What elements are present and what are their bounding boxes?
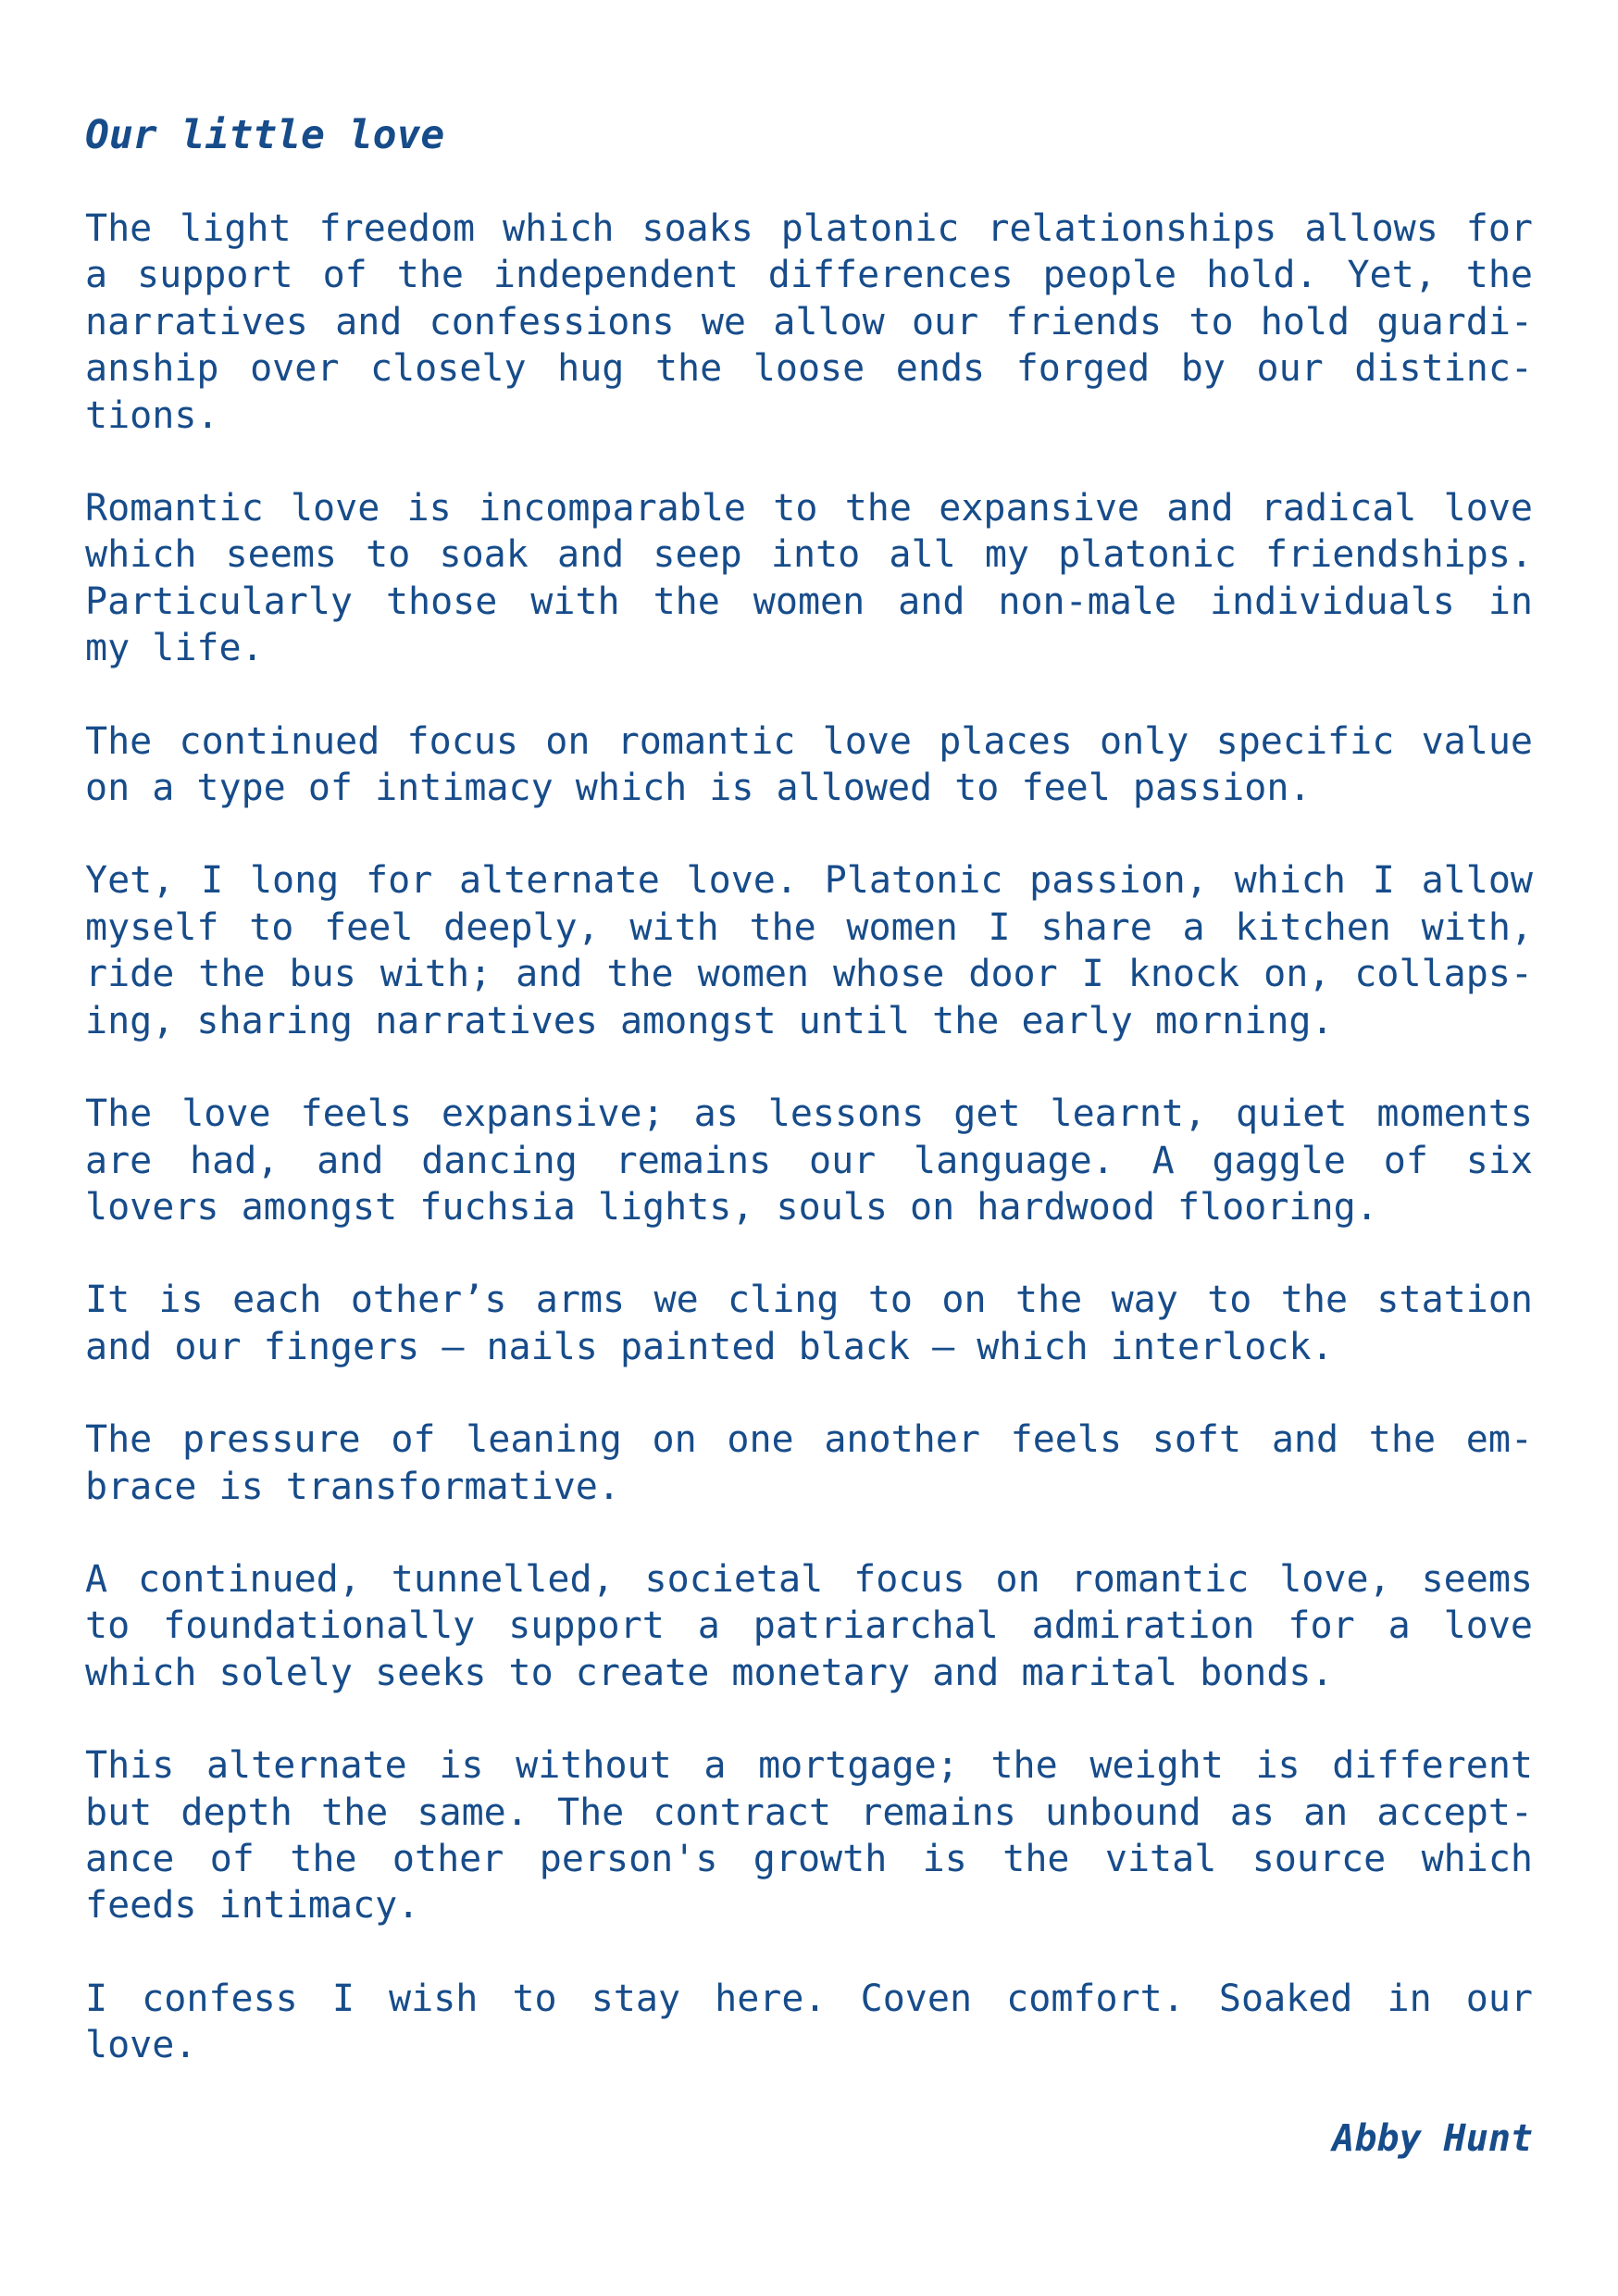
paragraph-5 — [85, 1091, 1533, 1230]
text-line: a support of the independent differences people hold. Yet, the — [85, 254, 1533, 297]
text-line: and our fingers – nails painted black – which interlock. — [85, 1325, 1334, 1368]
text-line: but depth the same. The contract remains unbound as an accept- — [85, 1791, 1533, 1834]
text-line: which seems to soak and seep into all my platonic friendships. — [85, 533, 1533, 577]
text-line: which solely seeks to create monetary and marital bonds. — [85, 1651, 1334, 1694]
paragraph-9 — [85, 1742, 1533, 1929]
paragraph-8 — [85, 1556, 1533, 1696]
text-line: to foundationally support a patriarchal admiration for a love — [85, 1604, 1533, 1648]
text-line: myself to feel deeply, with the women I share a kitchen with, — [85, 905, 1533, 949]
text-line: I confess I wish to stay here. Coven comfort. Soaked in our — [85, 1977, 1533, 2020]
paragraph-6 — [85, 1277, 1533, 1370]
paragraph-1 — [85, 206, 1533, 439]
text-line: The light freedom which soaks platonic relationships allows for — [85, 207, 1533, 250]
paragraph-10 — [85, 1976, 1533, 2069]
text-line: my life. — [85, 627, 264, 670]
text-line: Romantic love is incomparable to the expansive and radical love — [85, 487, 1533, 530]
text-line: ing, sharing narratives amongst until the early morning. — [85, 999, 1334, 1042]
text-line: lovers amongst fuchsia lights, souls on hardwood flooring. — [85, 1185, 1378, 1229]
text-line: are had, and dancing remains our language. A gaggle of six — [85, 1139, 1533, 1182]
text-line: A continued, tunnelled, societal focus on romantic love, seems — [85, 1557, 1533, 1601]
text-line: The love feels expansive; as lessons get learnt, quiet moments — [85, 1092, 1533, 1136]
text-line: ride the bus with; and the women whose door I knock on, collaps- — [85, 953, 1533, 996]
paragraph-7 — [85, 1416, 1533, 1510]
text-line: Particularly those with the women and non-male individuals in — [85, 580, 1533, 623]
text-line: on a type of intimacy which is allowed to feel passion. — [85, 767, 1312, 810]
text-line: feeds intimacy. — [85, 1884, 420, 1928]
text-line: ance of the other person's growth is the vital source which — [85, 1837, 1533, 1880]
author-signature: Abby Hunt — [1332, 2116, 1533, 2160]
text-line: love. — [85, 2024, 197, 2067]
text-line: brace is transformative. — [85, 1465, 620, 1508]
text-line: anship over closely hug the loose ends forged by our distinc- — [85, 347, 1533, 391]
text-line: This alternate is without a mortgage; the weight is different — [85, 1744, 1533, 1788]
text-line: tions. — [85, 393, 219, 437]
text-line: The pressure of leaning on one another feels soft and the em- — [85, 1418, 1533, 1462]
paragraph-3 — [85, 718, 1533, 812]
paragraph-2 — [85, 485, 1533, 672]
text-line: Yet, I long for alternate love. Platonic passion, which I allow — [85, 859, 1533, 903]
text-line: The continued focus on romantic love places only specific value — [85, 719, 1533, 763]
paragraph-4 — [85, 857, 1533, 1044]
text-line: It is each other’s arms we cling to on the way to the station — [85, 1279, 1533, 1322]
document-page — [85, 111, 1533, 2162]
document-title: Our little love — [85, 112, 445, 158]
text-line: narratives and confessions we allow our friends to hold guardi- — [85, 300, 1533, 343]
